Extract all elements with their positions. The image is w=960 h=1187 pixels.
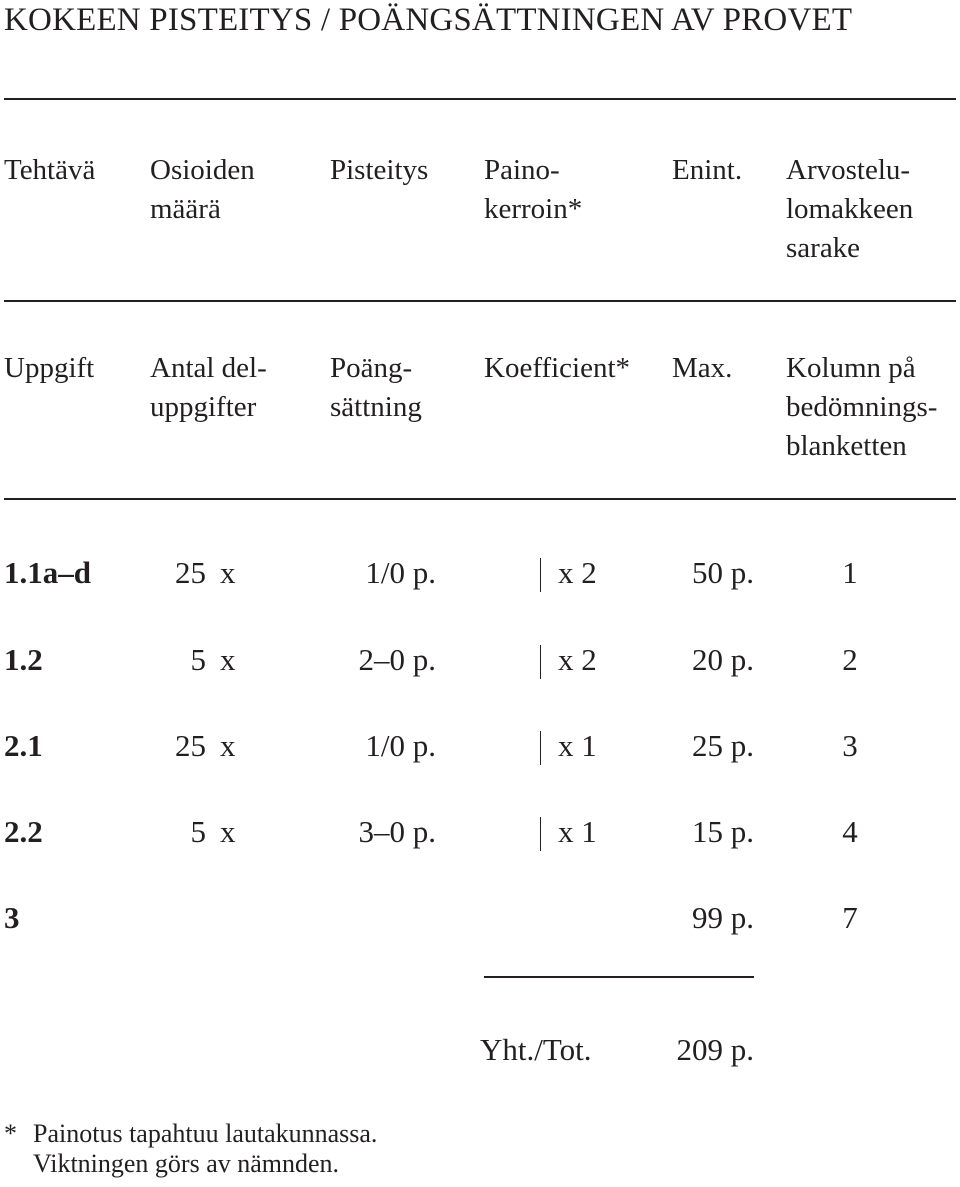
footnote-line2: Viktningen görs av nämnden. xyxy=(33,1149,340,1178)
row-1-times: x xyxy=(220,555,236,590)
row-4-task: 2.2 xyxy=(4,814,43,849)
header-sv-scoring xyxy=(330,349,422,427)
row-3-scoring: 1/0 p. xyxy=(365,728,436,763)
divider-middle xyxy=(4,300,956,302)
row-2-task: 1.2 xyxy=(4,642,43,677)
footnote-line1: Painotus tapahtuu lautakunnassa. xyxy=(33,1119,378,1148)
row-1-scoring: 1/0 p. xyxy=(365,555,436,590)
row-2-weight: x 2 xyxy=(558,642,597,677)
page-title: KOKEEN PISTEITYS / POÄNGSÄTTNINGEN AV PROVET xyxy=(4,2,853,38)
row-4-weight: x 1 xyxy=(558,814,597,849)
row-2-separator xyxy=(540,645,541,679)
header-fi-column xyxy=(786,151,913,268)
row-3-times: x xyxy=(220,728,236,763)
footnote xyxy=(33,1119,377,1179)
row-5-max: 99 p. xyxy=(692,900,754,935)
header-sv-task: Uppgift xyxy=(4,352,95,384)
row-2-times: x xyxy=(220,642,236,677)
header-fi-weight xyxy=(484,151,582,229)
total-label: Yht./Tot. xyxy=(480,1032,592,1067)
header-sv-weight: Koefficient* xyxy=(484,352,631,384)
row-2-count: 5 xyxy=(190,642,206,677)
header-sv-column-line1: Kolumn på xyxy=(786,352,916,384)
header-fi-weight-line1: Paino- xyxy=(484,154,560,186)
sum-divider xyxy=(484,976,754,978)
row-1-task: 1.1a–d xyxy=(4,555,91,590)
row-4-separator xyxy=(540,817,541,851)
row-1-column: 1 xyxy=(842,555,858,590)
header-sv-scoring-line1: Poäng- xyxy=(330,352,413,384)
header-sv-column xyxy=(786,349,937,466)
header-sv-count xyxy=(150,349,267,427)
total-value: 209 p. xyxy=(676,1032,754,1067)
header-fi-max: Enint. xyxy=(672,154,743,186)
header-fi-count xyxy=(150,151,255,229)
row-1-weight: x 2 xyxy=(558,555,597,590)
row-3-max: 25 p. xyxy=(692,728,754,763)
row-2-scoring: 2–0 p. xyxy=(358,642,436,677)
row-4-max: 15 p. xyxy=(692,814,754,849)
row-2-column: 2 xyxy=(842,642,858,677)
row-5-task: 3 xyxy=(4,900,20,935)
row-1-separator xyxy=(540,558,541,592)
divider-bottom xyxy=(4,498,956,500)
row-3-count: 25 xyxy=(175,728,206,763)
header-sv-scoring-line2: sättning xyxy=(330,391,422,423)
row-1-count: 25 xyxy=(175,555,206,590)
header-sv-count-line2: uppgifter xyxy=(150,391,257,423)
row-5-column: 7 xyxy=(842,900,858,935)
header-sv-count-line1: Antal del- xyxy=(150,352,267,384)
row-4-column: 4 xyxy=(842,814,858,849)
header-fi-column-line2: lomakkeen xyxy=(786,193,914,225)
row-4-times: x xyxy=(220,814,236,849)
row-4-count: 5 xyxy=(190,814,206,849)
row-4-scoring: 3–0 p. xyxy=(358,814,436,849)
header-fi-column-line1: Arvostelu- xyxy=(786,154,911,186)
row-3-weight: x 1 xyxy=(558,728,597,763)
header-sv-column-line3: blanketten xyxy=(786,430,907,462)
footnote-star: * xyxy=(4,1119,17,1148)
header-fi-scoring: Pisteitys xyxy=(330,154,429,186)
header-fi-weight-line2: kerroin* xyxy=(484,193,583,225)
row-2-max: 20 p. xyxy=(692,642,754,677)
header-fi-task: Tehtävä xyxy=(4,154,96,186)
header-sv-column-line2: bedömnings- xyxy=(786,391,938,423)
header-sv-max: Max. xyxy=(672,352,733,384)
header-fi-count-line2: määrä xyxy=(150,193,221,225)
header-fi-count-line1: Osioiden xyxy=(150,154,255,186)
row-1-max: 50 p. xyxy=(692,555,754,590)
row-3-task: 2.1 xyxy=(4,728,43,763)
divider-top xyxy=(4,98,956,100)
row-3-column: 3 xyxy=(842,728,858,763)
row-3-separator xyxy=(540,731,541,765)
header-fi-column-line3: sarake xyxy=(786,232,861,264)
